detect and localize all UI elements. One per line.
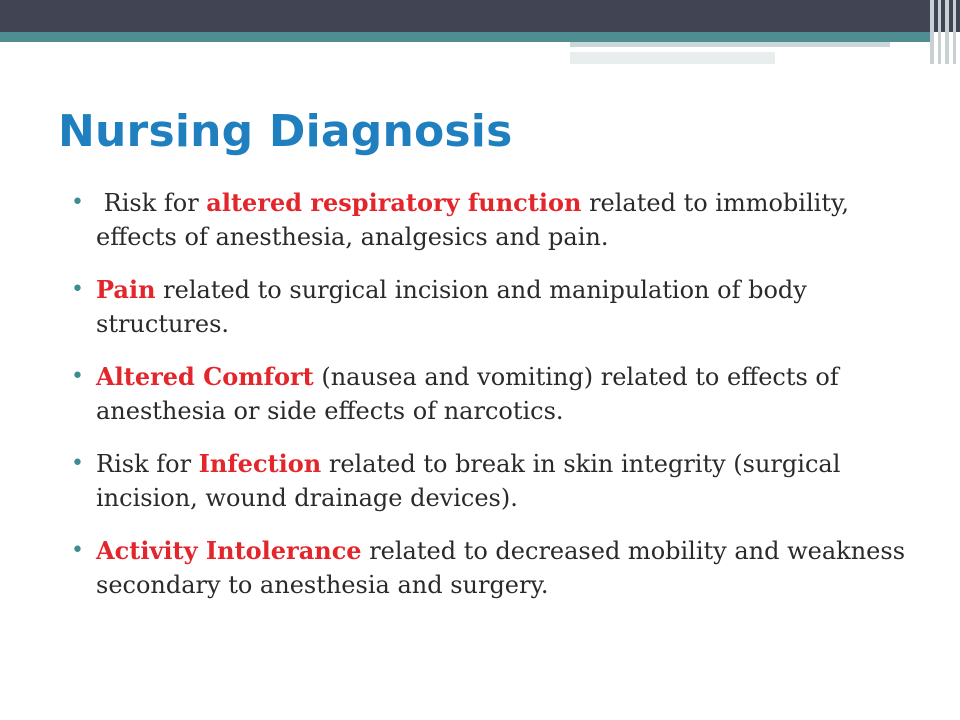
bullet-dot-icon: • xyxy=(71,190,84,215)
accent-line-secondary xyxy=(570,52,775,64)
highlight-term: Infection xyxy=(198,449,322,478)
highlight-term: altered respiratory function xyxy=(206,188,582,217)
bullet-item: • Risk for altered respiratory function related to immobility, effects of anesthesia, analgesics and pain. xyxy=(71,188,849,251)
bullet-dot-icon: • xyxy=(71,364,84,389)
bullet-item: • Pain related to surgical incision and manipulation of body structures. xyxy=(71,275,807,338)
corner-stripes xyxy=(928,0,960,64)
bullet-dot-icon: • xyxy=(71,538,84,563)
bullet-item: • Altered Comfort (nausea and vomiting) related to effects of anesthesia or side effects of narcotics. xyxy=(71,362,839,425)
highlight-term: Activity Intolerance xyxy=(96,536,362,565)
slide-title: Nursing Diagnosis xyxy=(58,106,513,157)
accent-line xyxy=(570,42,890,47)
highlight-term: Pain xyxy=(96,275,156,304)
accent-band xyxy=(0,32,930,42)
bullet-dot-icon: • xyxy=(71,451,84,476)
highlight-term: Altered Comfort xyxy=(96,362,314,391)
bullet-item: • Risk for Infection related to break in skin integrity (surgical incision, wound drainage devices). xyxy=(71,449,841,512)
bullet-list xyxy=(68,186,928,621)
bullet-dot-icon: • xyxy=(71,277,84,302)
header-bar xyxy=(0,0,960,32)
bullet-item: • Activity Intolerance related to decreased mobility and weakness secondary to anesthesia and surgery. xyxy=(71,536,906,599)
